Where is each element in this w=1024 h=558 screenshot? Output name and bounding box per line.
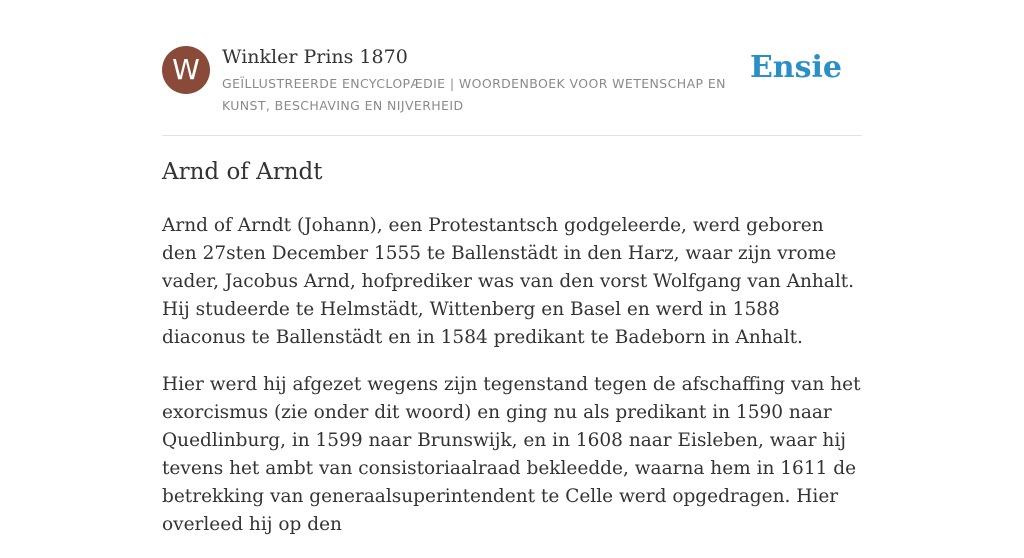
article-paragraph: Hier werd hij afgezet wegens zijn tegenstand tegen de afschaffing van het exorcismus (zie onder dit woord) en ging nu als predikant in 1590 naar Quedlinburg, in 1599 naar Brunswijk, en in 1608 naar Eisleben, waar hij tevens het ambt van consistoriaalraad bekleedde, waarna hem in 1611 de betrekking van generaalsuperintendent te Celle werd opgedragen. Hier overleed hij op den — [162, 374, 861, 535]
source-title[interactable]: Winkler Prins 1870 — [222, 46, 408, 68]
article-title: Arnd of Arndt — [162, 159, 323, 185]
source-header — [162, 46, 862, 116]
article-paragraph: Arnd of Arndt (Johann), een Protestantsch godgeleerde, werd geboren den 27sten December 1555 te Ballenstädt in den Harz, waar zijn vrome vader, Jacobus Arnd, hofprediker was van den vorst Wolfgang van Anhalt. Hij studeerde te Helmstädt, Wittenberg en Basel en werd in 1588 diaconus te Ballenstädt en in 1584 predikant te Badeborn in Anhalt. — [162, 215, 855, 348]
source-subtitle: GEÏLLUSTREERDE ENCYCLOPÆDIE | WOORDENBOEK VOOR WETENSCHAP EN KUNST, BESCHAVING EN NIJVERHEID — [222, 76, 726, 113]
article-body — [162, 212, 862, 558]
header-divider — [162, 135, 862, 136]
source-avatar[interactable]: W — [162, 46, 210, 94]
ensie-logo-link[interactable]: Ensie — [749, 50, 842, 85]
